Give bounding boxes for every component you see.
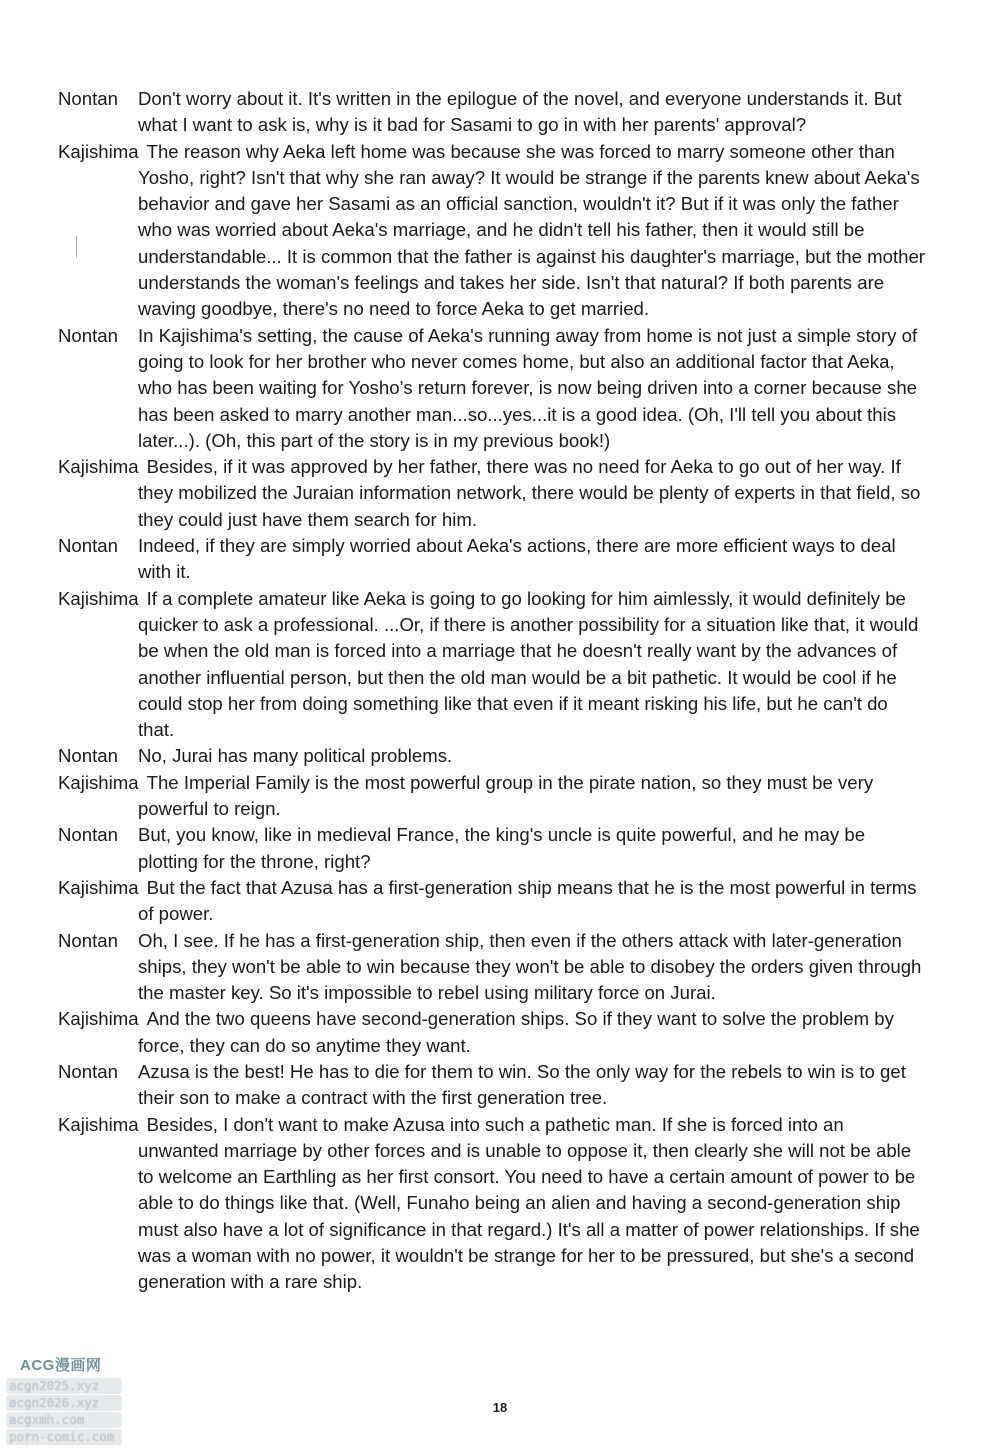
speaker-name: Kajishima [58, 876, 139, 898]
speaker-name: Kajishima [58, 456, 139, 478]
page-number: 18 [492, 1400, 508, 1415]
speaker-name: Nontan [58, 824, 118, 846]
dialogue-entry [58, 323, 928, 454]
speaker-name: Kajishima [58, 1113, 139, 1135]
dialogue-entry [58, 743, 928, 769]
speech-text: Oh, I see. If he has a first-generation ship, then even if the others attack with later-generation ships, they won't be able to win because they won't be able to disobey the orders given through the master key. So it's impossible to rebel using military force on Jurai. [138, 929, 922, 1004]
dialogue-entry [58, 822, 928, 875]
speech-text: In Kajishima's setting, the cause of Aeka's running away from home is not just a simple story of going to look for her brother who never comes home, but also an additional factor that Aeka, who has been waiting for Yosho’s return forever, is now being driven into a corner because she has been asked to marry another man...so...yes...it is a good idea. (Oh, I'll tell you about this later...). (Oh, this part of the story is in my previous book!) [138, 324, 918, 451]
dialogue-entry [58, 1059, 928, 1112]
speech-text: But, you know, like in medieval France, the king's uncle is quite powerful, and he may be plotting for the throne, right? [138, 824, 866, 872]
speech-text: Besides, I don't want to make Azusa into such a pathetic man. If she is forced into an unwanted marriage by other forces and is unable to oppose it, then clearly she will not be able to welcome an Earthling as her first consort. You need to have a certain amount of power to be able to do things like that. (Well, Funaho being an alien and having a second-generation ship must also have a lot of significance in that regard.) It's all a matter of power relationships. If she was a woman with no power, it wouldn't be strange for her to be pressured, but she's a second generation with a rare ship. [138, 1113, 920, 1293]
speech-text: Indeed, if they are simply worried about Aeka's actions, there are more efficient ways to deal with it. [138, 535, 896, 583]
speaker-name: Kajishima [58, 587, 139, 609]
speech-text: The reason why Aeka left home was because she was forced to marry someone other than Yosho, right? Isn't that why she ran away? It would be strange if the parents knew about Aeka's behavior and gave her Sasami as an official sanction, wouldn't it? But if it was only the father who was worried about Aeka's marriage, and he didn't tell his father, then it would still be understandable... It is common that the father is against his daughter's marriage, but the mother understands the woman's feelings and takes her side. Isn't that natural? If both parents are waving goodbye, there's no need to force Aeka to get married. [138, 140, 925, 320]
speaker-name: Nontan [58, 324, 118, 346]
speaker-name: Kajishima [58, 1008, 139, 1030]
speech-text: If a complete amateur like Aeka is going to go looking for him aimlessly, it would definitely be quicker to ask a professional. ...Or, if there is another possibility for a situation like that, it would be when the old man is forced into a marriage that he doesn't really want by the advances of another influential person, but then the old man would be a bit pathetic. It would be cool if he could stop her from doing something like that even if it meant risking his life, but he can't do that. [138, 587, 919, 741]
speech-text: Don't worry about it. It's written in the epilogue of the novel, and everyone understands it. But what I want to ask is, why is it bad for Sasami to go in with her parents' approval? [138, 88, 902, 136]
speaker-name: Nontan [58, 1060, 118, 1082]
speech-text: Besides, if it was approved by her father, there was no need for Aeka to go out of her way. If they mobilized the Juraian information network, there would be plenty of experts in that field, so they could just have them search for him. [138, 456, 921, 530]
speech-text: The Imperial Family is the most powerful group in the pirate nation, so they must be very powerful to reign. [138, 771, 874, 820]
speaker-name: Nontan [58, 929, 118, 951]
speaker-name: Kajishima [58, 140, 139, 162]
speaker-name: Nontan [58, 745, 118, 767]
dialogue-entry [58, 533, 928, 586]
speech-text: And the two queens have second-generation ships. So if they want to solve the problem by force, they can do so anytime they want. [138, 1008, 894, 1056]
dialogue-entry [58, 875, 928, 928]
dialogue-entry [58, 86, 928, 139]
watermark-line: acgn2025.xyz [6, 1378, 122, 1394]
speech-text: No, Jurai has many political problems. [138, 745, 453, 767]
scan-artifact [76, 236, 77, 258]
speech-text: But the fact that Azusa has a first-generation ship means that he is the most powerful in terms of power. [138, 876, 917, 925]
watermark [2, 1356, 120, 1448]
dialogue-entry [58, 770, 928, 823]
watermark-line: porn-comic.com [6, 1429, 122, 1445]
watermark-line: acgn2026.xyz [6, 1395, 122, 1411]
speaker-name: Nontan [58, 535, 118, 557]
speech-text: Azusa is the best! He has to die for them to win. So the only way for the rebels to win is to get their son to make a contract with the first generation tree. [138, 1060, 906, 1109]
speaker-name: Kajishima [58, 771, 139, 793]
dialogue-entry [58, 1112, 928, 1296]
dialogue-transcript [58, 86, 928, 1296]
speaker-name: Nontan [58, 88, 118, 109]
dialogue-entry [58, 454, 928, 533]
dialogue-entry [58, 586, 928, 744]
dialogue-entry [58, 1006, 928, 1059]
dialogue-entry [58, 139, 928, 323]
dialogue-entry [58, 928, 928, 1007]
watermark-logo: ACG漫画网 [20, 1357, 102, 1374]
watermark-line: acgxmh.com [6, 1412, 122, 1428]
